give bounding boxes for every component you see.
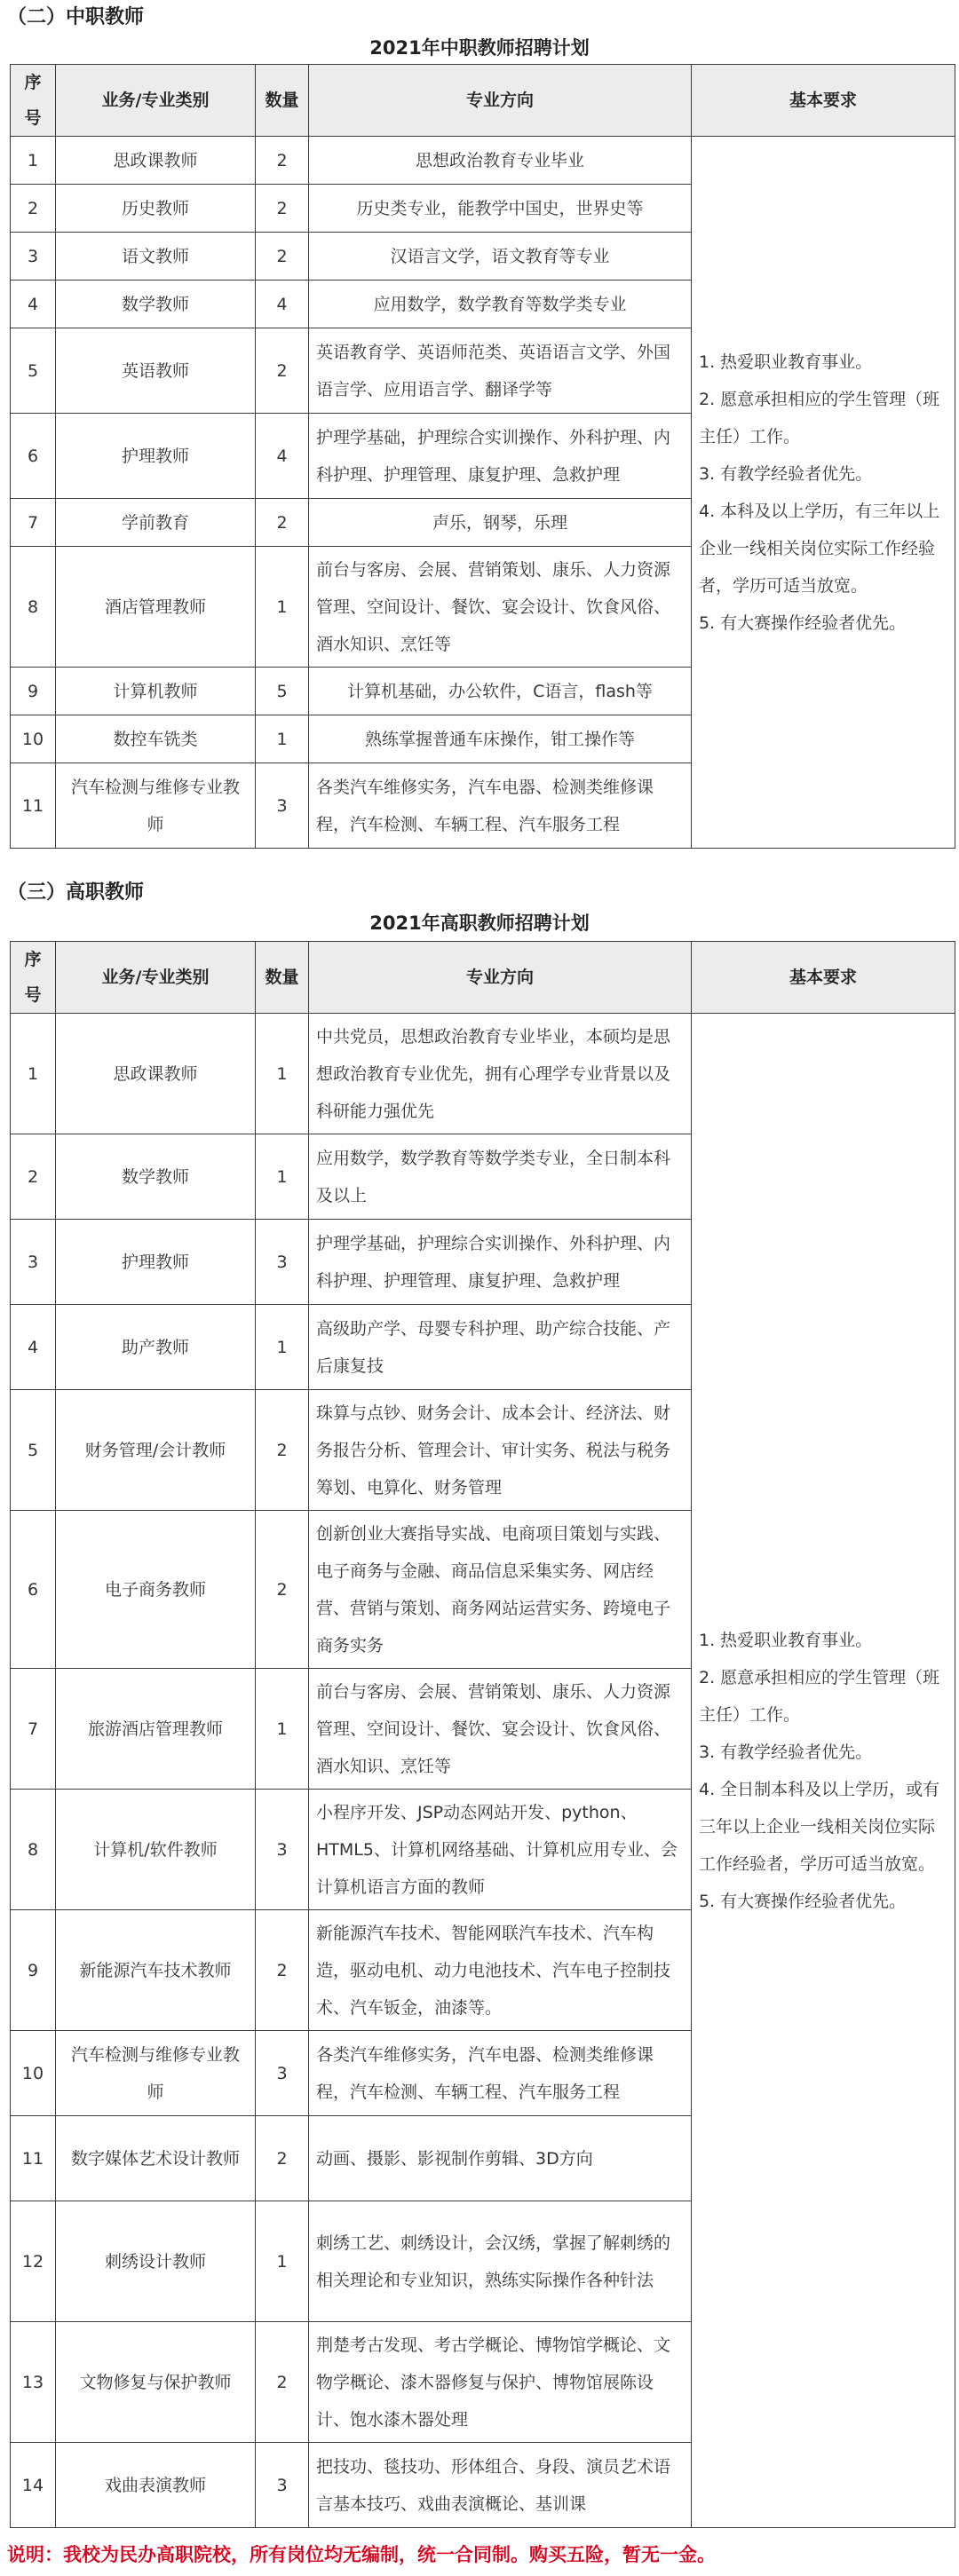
cell-count: 2	[256, 499, 309, 547]
cell-count: 1	[256, 1134, 309, 1220]
cell-direction: 各类汽车维修实务，汽车电器、检测类维修课程，汽车检测、车辆工程、汽车服务工程	[309, 763, 692, 849]
cell-count: 4	[256, 414, 309, 499]
cell-no: 10	[11, 715, 56, 763]
cell-count: 2	[256, 137, 309, 185]
cell-no: 9	[11, 668, 56, 715]
cell-no: 12	[11, 2201, 56, 2322]
cell-direction: 动画、摄影、影视制作剪辑、3D方向	[309, 2116, 692, 2201]
cell-direction: 熟练掌握普通车床操作，钳工操作等	[309, 715, 692, 763]
cell-no: 4	[11, 1305, 56, 1390]
requirement-item: 2. 愿意承担相应的学生管理（班主任）工作。	[699, 389, 940, 446]
cell-direction: 汉语言文学，语文教育等专业	[309, 233, 692, 281]
header-requirements: 基本要求	[692, 942, 955, 1014]
cell-direction: 刺绣工艺、刺绣设计，会汉绣，掌握了解刺绣的相关理论和专业知识，熟练实际操作各种针法	[309, 2201, 692, 2322]
cell-category: 电子商务教师	[56, 1511, 256, 1669]
cell-no: 9	[11, 1910, 56, 2031]
footer-note: 说明：我校为民办高职院校，所有岗位均无编制，统一合同制。购买五险，暂无一金。	[7, 2544, 716, 2565]
cell-no: 5	[11, 328, 56, 414]
cell-no: 11	[11, 763, 56, 849]
cell-no: 3	[11, 233, 56, 281]
cell-count: 3	[256, 2031, 309, 2116]
section-title-higher-vocational: （三）高职教师	[7, 881, 145, 904]
cell-no: 7	[11, 499, 56, 547]
cell-count: 1	[256, 547, 309, 668]
requirement-item: 3. 有教学经验者优先。	[699, 463, 873, 484]
cell-no: 4	[11, 281, 56, 328]
header-count: 数量	[256, 942, 309, 1014]
cell-direction: 护理学基础，护理综合实训操作、外科护理、内科护理、护理管理、康复护理、急救护理	[309, 414, 692, 499]
cell-no: 3	[11, 1220, 56, 1305]
cell-count: 2	[256, 1390, 309, 1511]
header-count: 数量	[256, 65, 309, 137]
cell-direction: 珠算与点钞、财务会计、成本会计、经济法、财务报告分析、管理会计、审计实务、税法与税务筹划、电算化、财务管理	[309, 1390, 692, 1511]
cell-no: 1	[11, 137, 56, 185]
table-header-row	[11, 942, 955, 1014]
header-category: 业务/专业类别	[56, 942, 256, 1014]
cell-direction: 应用数学，数学教育等数学类专业	[309, 281, 692, 328]
cell-count: 3	[256, 1220, 309, 1305]
cell-direction: 护理学基础，护理综合实训操作、外科护理、内科护理、护理管理、康复护理、急救护理	[309, 1220, 692, 1305]
cell-no: 2	[11, 1134, 56, 1220]
header-no: 序 号	[11, 65, 56, 137]
cell-count: 1	[256, 1014, 309, 1134]
cell-category: 英语教师	[56, 328, 256, 414]
table-caption-higher-vocational: 2021年高职教师招聘计划	[369, 913, 590, 934]
section-title-vocational: （二）中职教师	[7, 6, 145, 28]
cell-no: 5	[11, 1390, 56, 1511]
cell-direction: 荆楚考古发现、考古学概论、博物馆学概论、文物学概论、漆木器修复与保护、博物馆展陈设计、饱水漆木器处理	[309, 2322, 692, 2443]
requirement-item: 5. 有大赛操作经验者优先。	[699, 1891, 907, 1911]
cell-category: 历史教师	[56, 185, 256, 233]
table-row	[11, 137, 955, 185]
cell-count: 2	[256, 1910, 309, 2031]
requirement-item: 4. 全日制本科及以上学历，或有三年以上企业一线相关岗位实际工作经验者，学历可适当放宽。	[699, 1779, 940, 1874]
cell-count: 1	[256, 1669, 309, 1790]
cell-count: 2	[256, 1511, 309, 1669]
cell-category: 语文教师	[56, 233, 256, 281]
cell-no: 7	[11, 1669, 56, 1790]
cell-direction: 创新创业大赛指导实战、电商项目策划与实践、电子商务与金融、商品信息采集实务、网店经营、营销与策划、商务网站运营实务、跨境电子商务实务	[309, 1511, 692, 1669]
requirement-item: 1. 热爱职业教育事业。	[699, 352, 873, 372]
cell-count: 3	[256, 1790, 309, 1910]
cell-count: 2	[256, 185, 309, 233]
cell-count: 3	[256, 2443, 309, 2528]
header-category: 业务/专业类别	[56, 65, 256, 137]
cell-category: 思政课教师	[56, 1014, 256, 1134]
cell-count: 2	[256, 2322, 309, 2443]
cell-count: 4	[256, 281, 309, 328]
cell-category: 数学教师	[56, 1134, 256, 1220]
cell-no: 10	[11, 2031, 56, 2116]
cell-direction: 前台与客房、会展、营销策划、康乐、人力资源管理、空间设计、餐饮、宴会设计、饮食风俗、酒水知识、烹饪等	[309, 547, 692, 668]
cell-direction: 中共党员，思想政治教育专业毕业，本硕均是思想政治教育专业优先，拥有心理学专业背景以及科研能力强优先	[309, 1014, 692, 1134]
cell-count: 3	[256, 763, 309, 849]
cell-category: 新能源汽车技术教师	[56, 1910, 256, 2031]
cell-direction: 声乐，钢琴，乐理	[309, 499, 692, 547]
cell-requirements	[692, 137, 955, 849]
recruitment-table-vocational	[10, 64, 955, 849]
table-row	[11, 1014, 955, 1134]
cell-direction: 各类汽车维修实务，汽车电器、检测类维修课程，汽车检测、车辆工程、汽车服务工程	[309, 2031, 692, 2116]
table-caption-vocational: 2021年中职教师招聘计划	[369, 37, 590, 59]
recruitment-table-higher-vocational	[10, 941, 955, 2528]
cell-direction: 思想政治教育专业毕业	[309, 137, 692, 185]
cell-category: 计算机教师	[56, 668, 256, 715]
requirement-item: 3. 有教学经验者优先。	[699, 1742, 873, 1762]
requirement-item: 2. 愿意承担相应的学生管理（班主任）工作。	[699, 1667, 940, 1725]
cell-direction: 新能源汽车技术、智能网联汽车技术、汽车构造，驱动电机、动力电池技术、汽车电子控制技术、汽车钣金，油漆等。	[309, 1910, 692, 2031]
cell-count: 2	[256, 328, 309, 414]
cell-direction: 历史类专业，能教学中国史，世界史等	[309, 185, 692, 233]
cell-no: 8	[11, 1790, 56, 1910]
cell-direction: 高级助产学、母婴专科护理、助产综合技能、产后康复技	[309, 1305, 692, 1390]
cell-category: 计算机/软件教师	[56, 1790, 256, 1910]
cell-category: 酒店管理教师	[56, 547, 256, 668]
cell-requirements	[692, 1014, 955, 2528]
cell-category: 旅游酒店管理教师	[56, 1669, 256, 1790]
header-requirements: 基本要求	[692, 65, 955, 137]
cell-category: 文物修复与保护教师	[56, 2322, 256, 2443]
header-direction: 专业方向	[309, 942, 692, 1014]
cell-category: 护理教师	[56, 414, 256, 499]
cell-direction: 计算机基础，办公软件，C语言，flash等	[309, 668, 692, 715]
cell-category: 汽车检测与维修专业教师	[56, 763, 256, 849]
cell-count: 5	[256, 668, 309, 715]
cell-no: 6	[11, 1511, 56, 1669]
cell-category: 护理教师	[56, 1220, 256, 1305]
requirement-item: 1. 热爱职业教育事业。	[699, 1630, 873, 1650]
cell-no: 2	[11, 185, 56, 233]
cell-no: 8	[11, 547, 56, 668]
header-no: 序 号	[11, 942, 56, 1014]
cell-count: 1	[256, 2201, 309, 2322]
cell-direction: 把技功、毯技功、形体组合、身段、演员艺术语言基本技巧、戏曲表演概论、基训课	[309, 2443, 692, 2528]
cell-category: 数控车铣类	[56, 715, 256, 763]
cell-category: 刺绣设计教师	[56, 2201, 256, 2322]
cell-category: 数学教师	[56, 281, 256, 328]
cell-direction: 英语教育学、英语师范类、英语语言文学、外国语言学、应用语言学、翻译学等	[309, 328, 692, 414]
cell-category: 数字媒体艺术设计教师	[56, 2116, 256, 2201]
header-direction: 专业方向	[309, 65, 692, 137]
requirement-item: 5. 有大赛操作经验者优先。	[699, 612, 907, 633]
cell-category: 戏曲表演教师	[56, 2443, 256, 2528]
requirement-item: 4. 本科及以上学历，有三年以上企业一线相关岗位实际工作经验者，学历可适当放宽。	[699, 501, 940, 596]
cell-direction: 应用数学，数学教育等数学类专业，全日制本科及以上	[309, 1134, 692, 1220]
cell-no: 14	[11, 2443, 56, 2528]
cell-no: 6	[11, 414, 56, 499]
table-header-row	[11, 65, 955, 137]
cell-count: 2	[256, 2116, 309, 2201]
cell-direction: 小程序开发、JSP动态网站开发、python、HTML5、计算机网络基础、计算机应用专业、会计算机语言方面的教师	[309, 1790, 692, 1910]
cell-count: 2	[256, 233, 309, 281]
cell-category: 学前教育	[56, 499, 256, 547]
cell-category: 思政课教师	[56, 137, 256, 185]
cell-category: 财务管理/会计教师	[56, 1390, 256, 1511]
cell-no: 11	[11, 2116, 56, 2201]
cell-category: 汽车检测与维修专业教师	[56, 2031, 256, 2116]
cell-no: 13	[11, 2322, 56, 2443]
cell-count: 1	[256, 715, 309, 763]
cell-category: 助产教师	[56, 1305, 256, 1390]
cell-direction: 前台与客房、会展、营销策划、康乐、人力资源管理、空间设计、餐饮、宴会设计、饮食风俗、酒水知识、烹饪等	[309, 1669, 692, 1790]
cell-no: 1	[11, 1014, 56, 1134]
cell-count: 1	[256, 1305, 309, 1390]
